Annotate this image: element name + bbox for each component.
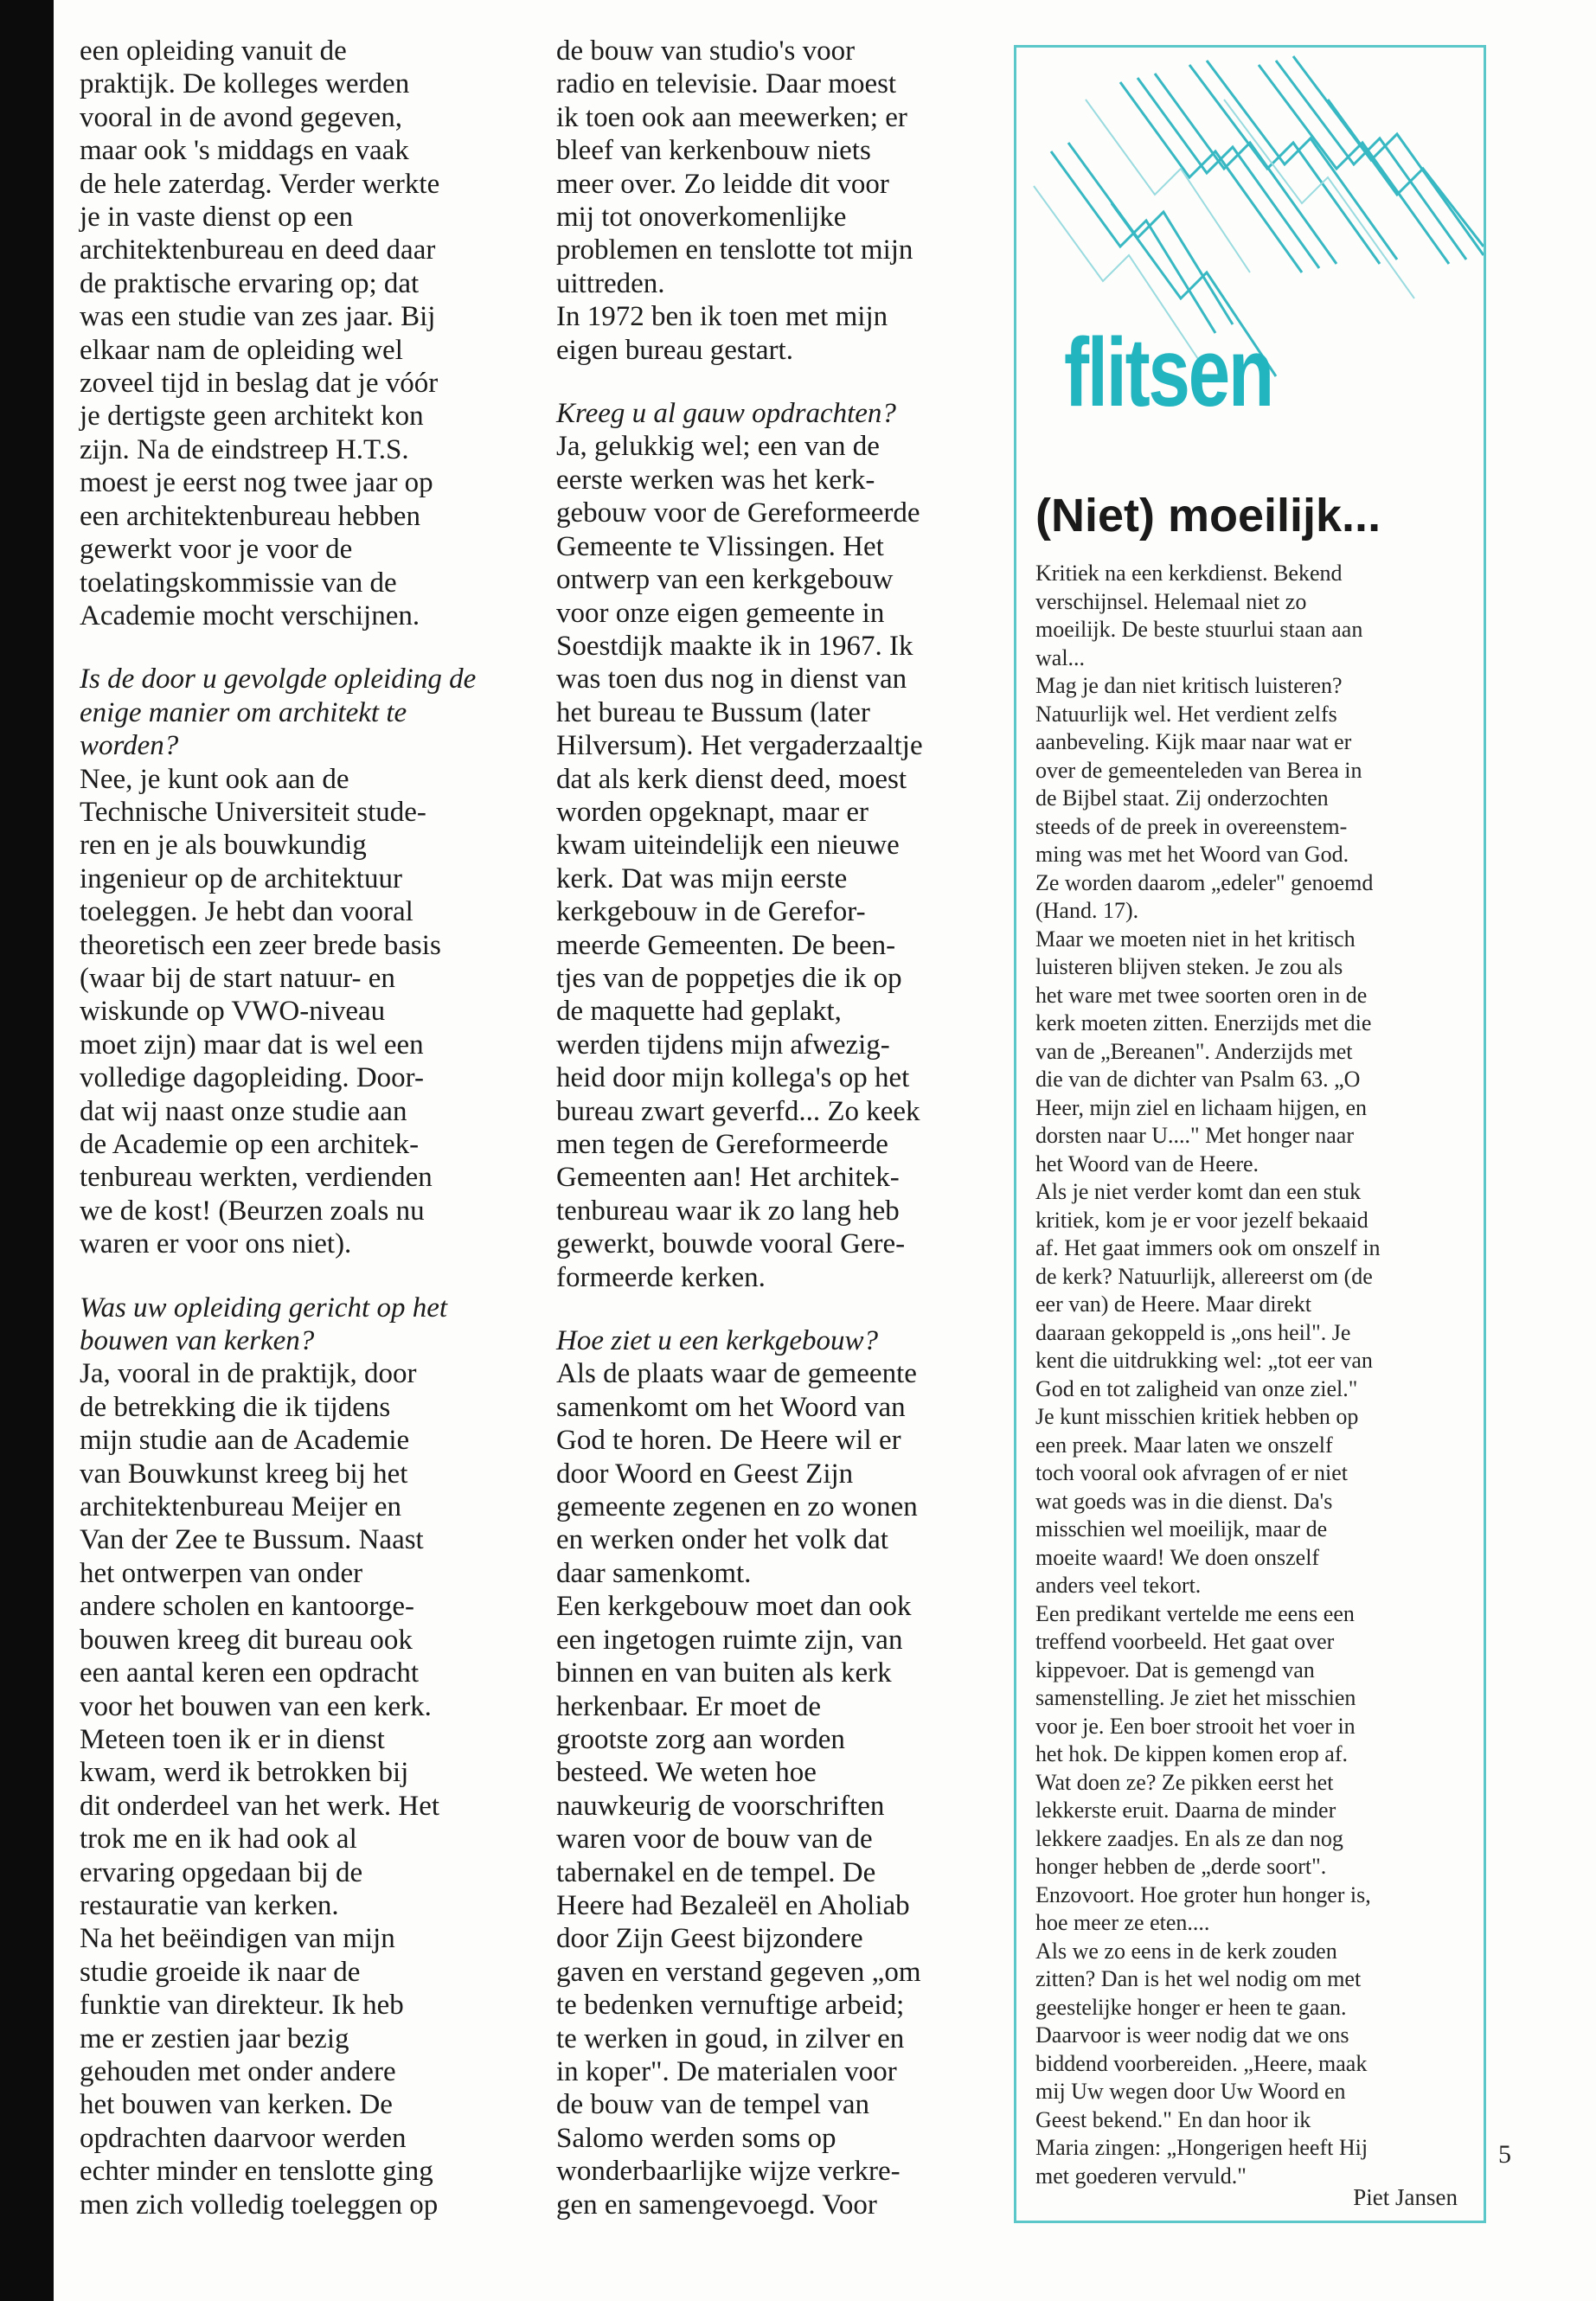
paragraph: Na het beëindigen van mijn studie groeide ik naar de funktie van direkteur. Ik heb me er zestien jaar bezig gehouden met onder andere het bouwen van kerken. De opdrachten daarvoor werden echter minder en tenslotte ging men zich volledig toeleggen op <box>80 1923 439 2221</box>
sidebar-paragraph: Maar we moeten niet in het kritisch luisteren blijven steken. Je zou als het ware met twee soorten oren in de kerk moeten zitten. Enerzijds met die van de „Bereanen". Anderzijds met die van de dichter van Psalm 63. „O Heer, mijn ziel en lichaam hijgen, en dorsten naar U...." Met honger naar het Woord van de Heere. <box>1035 926 1372 1176</box>
sidebar-paragraph: Als we zo eens in de kerk zouden zitten? Dan is het wel nodig om met geestelijke honger er heen te gaan. Daarvoor is weer nodig dat we ons biddend voorbereiden. „Heere, maak mij Uw wegen door Uw Woord en Geest bekend." En dan hoor ik Maria zingen: „Hongerigen heeft Hij met goederen vervuld." <box>1035 1938 1368 2189</box>
sidebar-title: (Niet) moeilijk... <box>1035 490 1381 542</box>
paragraph: een opleiding vanuit de praktijk. De kolleges werden vooral in de avond gegeven, maar ook 's middags en vaak de hele zaterdag. Verder werkte je in vaste dienst op een architektenbureau en deed daar de praktische ervaring op; dat was een studie van zes jaar. Bij elkaar nam de opleiding wel zoveel tijd in beslag dat je vóór je dertigste geen architekt kon zijn. Na de eindstreep H.T.S. moest je eerst nog twee jaar op een architektenbureau hebben gewerkt voor je voor de toelatingskommissie van de Academie mocht verschijnen. <box>80 35 440 631</box>
paragraph: Ja, vooral in de praktijk, door de betrekking die ik tijdens mijn studie aan de Academie van Bouwkunst kreeg bij het architektenbureau Meijer en Van der Zee te Bussum. Naast het ontwerpen van onder andere scholen en kantoorge- bouwen kreeg dit bureau ook een aantal keren een opdracht voor het bouwen van een kerk. Meteen toen ik er in dienst kwam, werd ik betrokken bij dit onderdeel van het werk. Het trok me en ik had ook al ervaring opgedaan bij de restauratie van kerken. <box>80 1358 440 1921</box>
interview-question: Hoe ziet u een kerkgebouw? <box>556 1325 879 1357</box>
sidebar-body <box>1035 560 1468 2190</box>
page-edge-bar <box>0 0 54 2301</box>
paragraph: In 1972 ben ik toen met mijn eigen bureau gestart. <box>556 301 888 366</box>
article-column-2 <box>556 35 1002 2221</box>
author-signature: Piet Jansen <box>1353 2184 1458 2210</box>
paragraph: de bouw van studio's voor radio en televisie. Daar moest ik toen ook aan meewerken; er bleef van kerkenbouw niets meer over. Zo leidde dit voor mij tot onoverkomenlijke problemen en tenslotte tot mijn uittreden. <box>556 35 913 299</box>
paragraph: Als de plaats waar de gemeente samenkomt om het Woord van God te horen. De Heere wil er door Woord en Geest Zijn gemeente zegenen en zo wonen en werken onder het volk dat daar samenkomt. <box>556 1358 918 1589</box>
paragraph: Een kerkgebouw moet dan ook een ingetogen ruimte zijn, van binnen en van buiten als kerk herkenbaar. Er moet de grootste zorg aan worden besteed. We weten hoe nauwkeurig de voorschriften waren voor de bouw van de tabernakel en de tempel. De Heere had Bezaleël en Aholiab door Zijn Geest bijzondere gaven en verstand gegeven „om te bedenken vernuftige arbeid; te werken in goud, in zilver en in koper". De materialen voor de bouw van de tempel van Salomo werden soms op wonderbaarlijke wijze verkre- gen en samengevoegd. Voor <box>556 1591 921 2221</box>
flitsen-sidebar-box <box>1014 45 1486 2223</box>
article-column-1 <box>80 35 529 2221</box>
sidebar-paragraph: Mag je dan niet kritisch luisteren? Natuurlijk wel. Het verdient zelfs aanbeveling. Kijk maar naar wat er over de gemeenteleden van Berea in de Bijbel staat. Zij onderzochten steeds of de preek in overeenstem- ming was met het Woord van God. Ze worden daarom „edeler" genoemd (Hand. 17). <box>1035 673 1374 923</box>
sidebar-paragraph: Als je niet verder komt dan een stuk kritiek, kom je er voor jezelf bekaaid af. Het gaat immers ook om onszelf in de kerk? Natuurlijk, allereerst om (de eer van) de Heere. Maar direkt daaraan gekoppeld is „ons heil". Je kent die uitdrukking wel: „tot eer van God en tot zaligheid van onze ziel." Je kunt misschien kritiek hebben op een preek. Maar laten we onszelf toch vooral ook afvragen of er niet wat goeds was in die dienst. Da's misschien wel moeilijk, maar de moeite waard! We doen onszelf anders veel tekort. <box>1035 1179 1381 1598</box>
sidebar-paragraph: Een predikant vertelde me eens een treffend voorbeeld. Het gaat over kippevoer. Dat is gemengd van samenstelling. Je ziet het misschien voor je. Een boer strooit het voer in het hok. De kippen komen erop af. Wat doen ze? Ze pikken eerst het lekkerste eruit. Daarna de minder lekkere zaadjes. En als ze dan nog honger hebben de „derde soort". Enzovoort. Hoe groter hun honger is, hoe meer ze eten.... <box>1035 1600 1371 1935</box>
interview-question: Is de door u gevolgde opleiding de enige manier om architekt te worden? <box>80 663 477 762</box>
sidebar-paragraph: Kritiek na een kerkdienst. Bekend verschijnsel. Helemaal niet zo moeilijk. De beste stuurlui staan aan wal... <box>1035 561 1363 670</box>
interview-question: Kreeg u al gauw opdrachten? <box>556 398 896 430</box>
paragraph: Nee, je kunt ook aan de Technische Universiteit stude- ren en je als bouwkundig ingenieur op de architektuur toeleggen. Je hebt dan vooral theoretisch een zeer brede basis (waar bij de start natuur- en wiskunde op VWO-niveau moet zijn) maar dat is wel een volledige dagopleiding. Door- dat wij naast onze studie aan de Academie op een architek- tenbureau werkten, verdienden we de kost! (Beurzen zoals nu waren er voor ons niet). <box>80 763 441 1260</box>
interview-question: Was uw opleiding gericht op het bouwen van kerken? <box>80 1292 448 1357</box>
flitsen-header-graphic <box>1016 48 1484 463</box>
section-label: flitsen <box>1064 318 1272 426</box>
page-number: 5 <box>1498 2140 1511 2169</box>
paragraph: Ja, gelukkig wel; een van de eerste werken was het kerk- gebouw voor de Gereformeerde Gemeente te Vlissingen. Het ontwerp van een kerkgebouw voor onze eigen gemeente in Soestdijk maakte ik in 1967. Ik was toen dus nog in dienst van het bureau te Bussum (later Hilversum). Het vergaderzaaltje dat als kerk dienst deed, moest worden opgeknapt, maar er kwam uiteindelijk een nieuwe kerk. Dat was mijn eerste kerkgebouw in de Gerefor- meerde Gemeenten. De been- tjes van de poppetjes die ik op de maquette had geplakt, werden tijdens mijn afwezig- heid door mijn kollega's op het bureau zwart geverfd... Zo keek men tegen de Gereformeerde Gemeenten aan! Het architek- tenbureau waar ik zo lang heb gewerkt, bouwde vooral Gere- formeerde kerken. <box>556 431 923 1293</box>
